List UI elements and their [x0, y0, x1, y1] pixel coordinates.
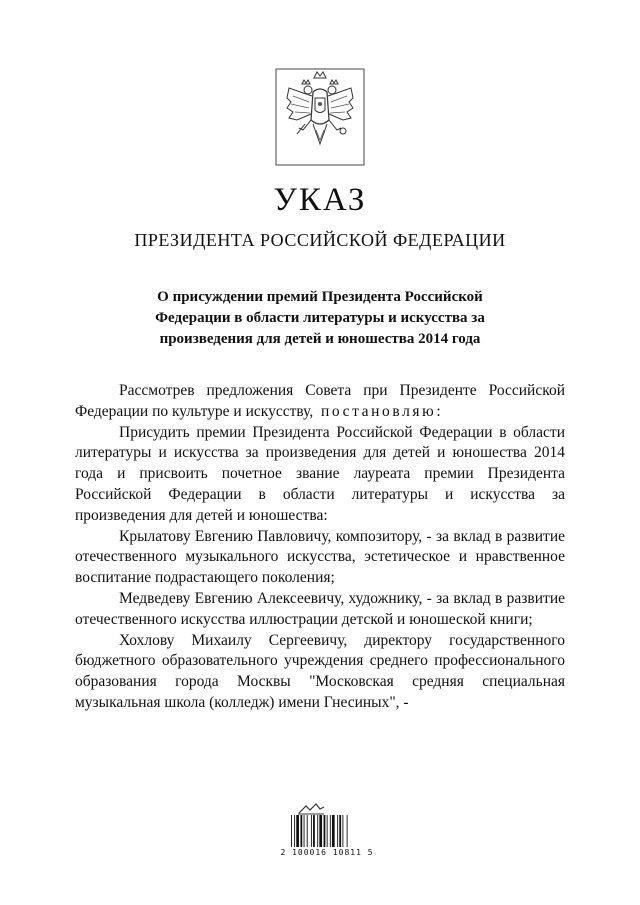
heading-line: О присуждении премий Президента Российской: [157, 289, 483, 305]
paragraph-laureate: Крылатову Евгению Павловичу, композитору, - за вклад в развитие отечественного музыкального искусства, эстетическое и нравственное воспитание подрастающего поколения;: [75, 527, 565, 587]
preamble-text: Рассмотрев предложения Совета при Президенте Российской Федерации по культуре и искусству,: [75, 382, 565, 420]
paragraph-laureate: Хохлову Михаилу Сергеевичу, директору государственного бюджетного образовательного учреждения среднего профессионального образования города Москвы "Московская средняя специальная музыкальная школа (колледж) имени Гнесиных", -: [75, 631, 565, 711]
decree-body: [75, 381, 565, 714]
paragraph-laureate: Медведеву Евгению Алексеевичу, художнику, - за вклад в развитие отечественного искусства иллюстрации детской и юношеской книги;: [75, 589, 565, 628]
barcode-number: 2 100016 10811 5: [280, 848, 374, 857]
printing-mark-icon: [296, 802, 326, 816]
document-subtitle: ПРЕЗИДЕНТА РОССИЙСКОЙ ФЕДЕРАЦИИ: [134, 230, 506, 250]
document-title: УКАЗ: [273, 182, 367, 218]
paragraph-preamble: [75, 381, 565, 423]
preamble-resolution: постановляю:: [320, 402, 444, 420]
heading-line: Федерации в области литературы и искусства за: [155, 310, 485, 326]
barcode-icon: [290, 815, 372, 847]
decree-heading: [110, 287, 530, 350]
paragraph-award: Присудить премии Президента Российской Федерации в области литературы и искусства за произведения для детей и юношества 2014 года и присвоить почетное звание лауреата премии Президента Российской Федерации в области литературы и искусства за произведения для детей и юношества:: [75, 423, 565, 524]
coat-of-arms-icon: [275, 68, 365, 166]
heading-line: произведения для детей и юношества 2014 года: [159, 331, 481, 347]
